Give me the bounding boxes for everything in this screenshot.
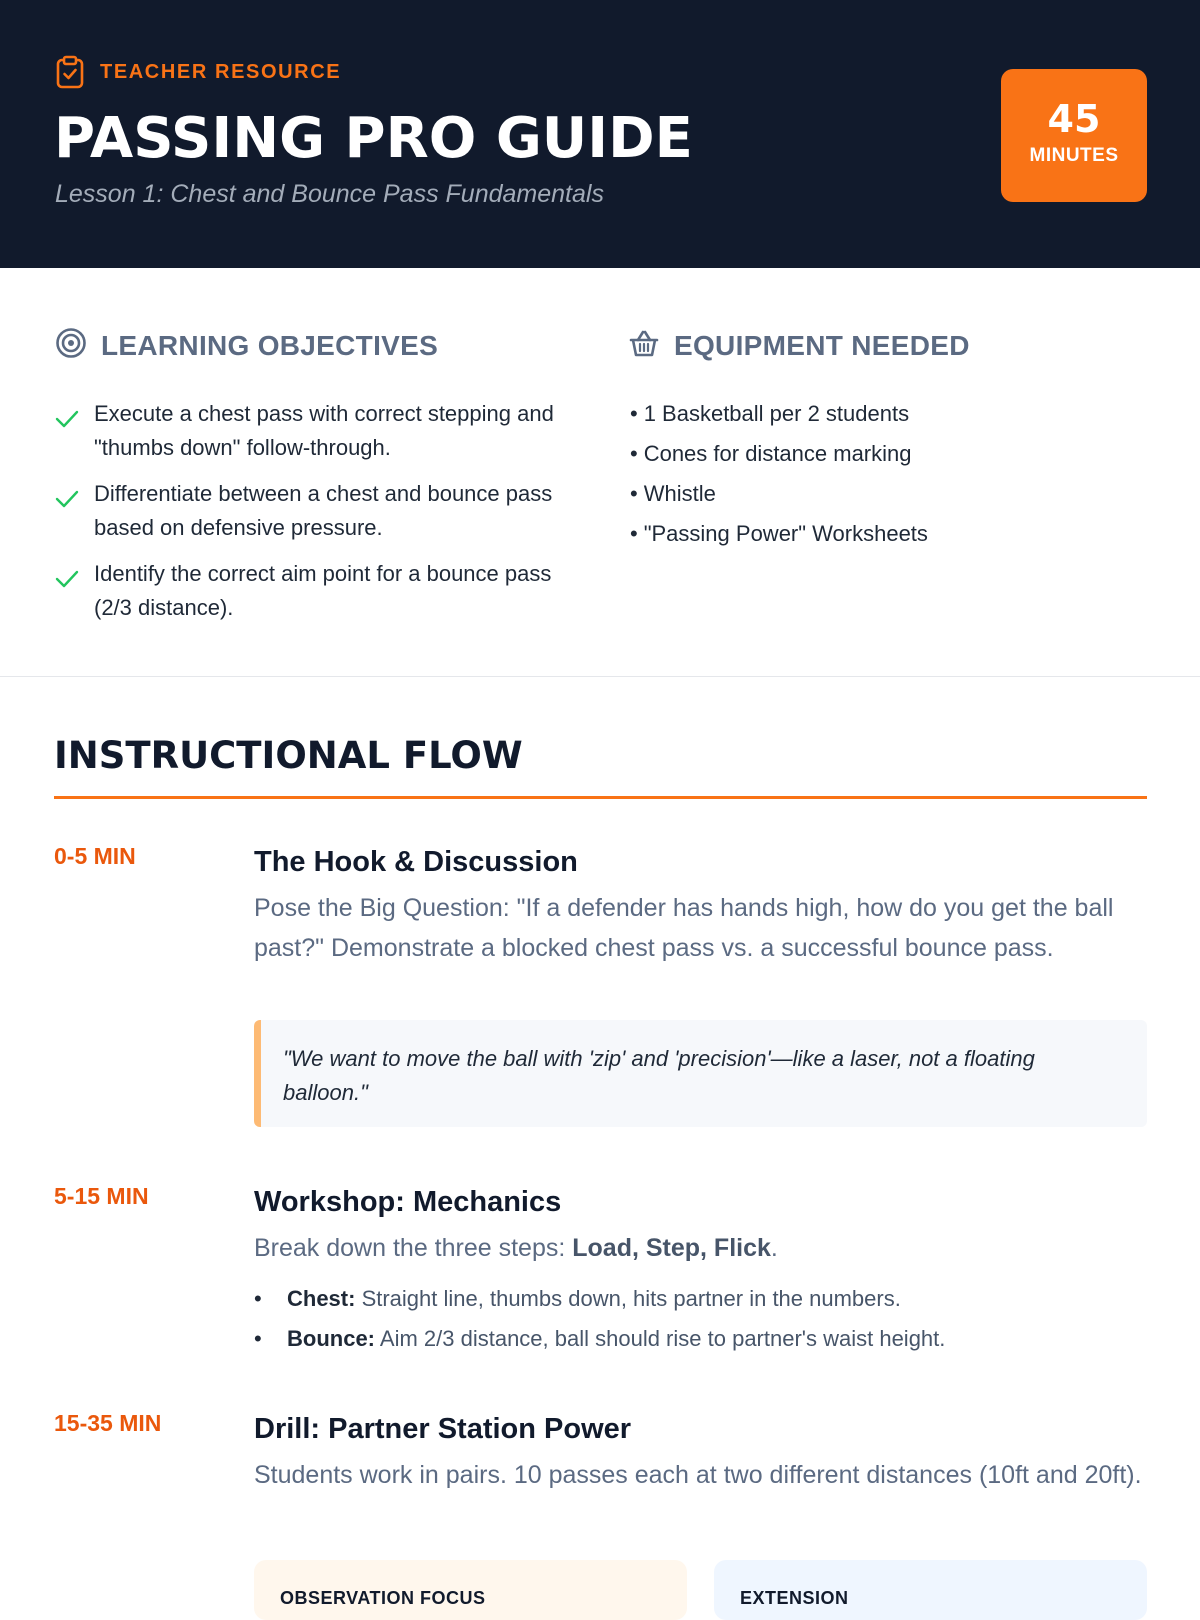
step-title: The Hook & Discussion [254,846,578,878]
card-label: EXTENSION [740,1588,849,1608]
equipment-text: "Passing Power" Worksheets [643,521,928,546]
lesson-header [0,0,1200,268]
list-item: • Bounce: Aim 2/3 distance, ball should rise to partner's waist height. [254,1326,946,1351]
step-title: Drill: Partner Station Power [254,1413,632,1445]
check-icon [55,405,79,439]
equipment-list [630,397,928,557]
objective-text: Identify the correct aim point for a bounce pass (2/3 distance). [94,561,552,620]
duration-value: 45 [1047,97,1101,141]
duration-badge [1001,69,1147,202]
step-time: 15-35 MIN [54,1410,162,1436]
bullet-key: Chest: [287,1286,356,1311]
step-title: Workshop: Mechanics [254,1186,562,1218]
list-item: • 1 Basketball per 2 students [630,401,910,426]
list-item [55,397,575,465]
page-subtitle: Lesson 1: Chest and Bounce Pass Fundamentals [55,180,604,208]
eyebrow [55,55,341,89]
list-item: • Chest: Straight line, thumbs down, hits partner in the numbers. [254,1286,901,1311]
teacher-quote [254,1020,1147,1127]
equipment-text: Whistle [643,481,716,506]
step-time: 5-15 MIN [54,1183,149,1209]
basket-icon [628,327,660,364]
equipment-text: Cones for distance marking [643,441,912,466]
quote-text: "We want to move the ball with 'zip' and 'precision'—like a laser, not a floating balloon." [283,1046,1035,1105]
bullet-text: Straight line, thumbs down, hits partner in the numbers. [355,1286,901,1311]
bullet-text: Aim 2/3 distance, ball should rise to partner's waist height. [375,1326,946,1351]
list-item: • Whistle [630,481,716,506]
eyebrow-label: TEACHER RESOURCE [100,60,342,83]
observation-focus-card [254,1560,687,1620]
page-title: PASSING PRO GUIDE [54,106,693,171]
target-icon [55,327,87,364]
objectives-heading-label: LEARNING OBJECTIVES [101,329,439,361]
objective-text: Differentiate between a chest and bounce pass based on defensive pressure. [94,481,553,540]
objective-text: Execute a chest pass with correct stepping and "thumbs down" follow-through. [94,401,554,460]
extension-card [714,1560,1147,1620]
list-item [55,477,575,545]
list-item: • "Passing Power" Worksheets [630,521,928,546]
list-item [55,557,575,625]
objectives-list [55,397,575,637]
mechanics-list [254,1282,945,1362]
step-time: 0-5 MIN [54,843,136,869]
duration-unit: MINUTES [1029,145,1119,166]
flow-heading: INSTRUCTIONAL FLOW [54,734,523,777]
bullet-key: Bounce: [287,1326,375,1351]
list-item: • Cones for distance marking [630,441,912,466]
flow-heading-rule [54,796,1147,799]
step-description: Students work in pairs. 10 passes each at two different distances (10ft and 20ft). [254,1461,1142,1489]
objectives-heading [55,327,438,364]
clipboard-check-icon [55,55,85,89]
step-description: Pose the Big Question: "If a defender has hands high, how do you get the ball past?" Demonstrate a blocked chest pass vs. a successful bounce pass. [254,894,1114,962]
equipment-text: 1 Basketball per 2 students [643,401,910,426]
equipment-heading-label: EQUIPMENT NEEDED [674,329,970,361]
card-label: OBSERVATION FOCUS [280,1588,486,1608]
check-icon [55,565,79,599]
step-description: Break down the three steps: Load, Step, Flick. [254,1234,778,1262]
step-key-phrase: Load, Step, Flick [572,1234,771,1262]
check-icon [55,485,79,519]
equipment-heading [628,327,970,364]
section-divider [0,676,1200,677]
